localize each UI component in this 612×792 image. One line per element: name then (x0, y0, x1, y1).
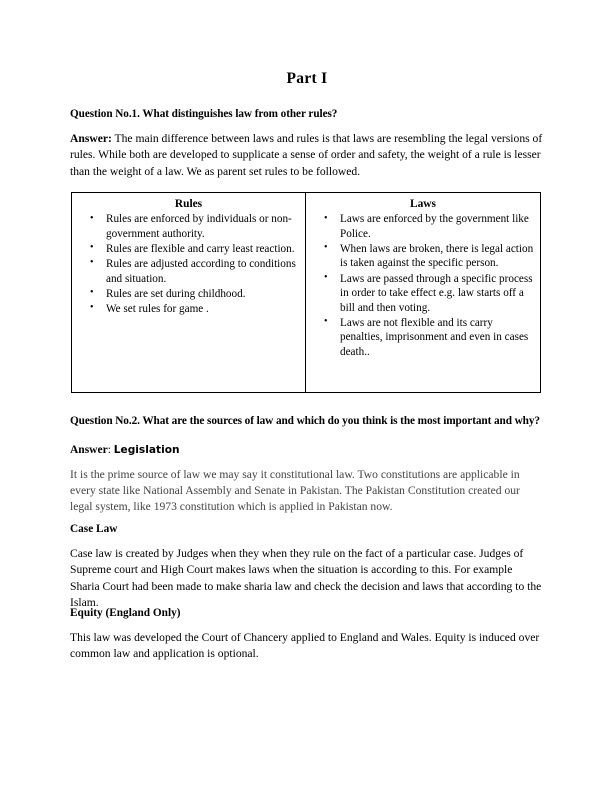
question-1-answer-paragraph (70, 131, 544, 180)
question-1-heading: Question No.1. What distinguishes law from other rules? (70, 107, 338, 120)
list-item: • Rules are enforced by individuals or non-government authority. (106, 212, 299, 241)
answer-separator: : (107, 443, 114, 456)
question-2-section (70, 414, 544, 516)
equity-section (70, 606, 544, 663)
list-item: • Rules are set during childhood. (106, 287, 299, 302)
case-law-heading: Case Law (70, 523, 118, 535)
rules-vs-laws-table (71, 192, 541, 393)
list-item: • Laws are passed through a specific process in order to take effect e.g. law starts off a bill and then voting. (340, 272, 534, 316)
list-item: • Rules are adjusted according to conditions and situation. (106, 257, 299, 286)
case-law-section (70, 522, 544, 611)
rules-bullet-list (78, 212, 299, 316)
list-item: • When laws are broken, there is legal action is taken against the specific person. (340, 242, 534, 271)
equity-paragraph: This law was developed the Court of Chancery applied to England and Wales. Equity is induced over common law and application is optional. (70, 630, 540, 661)
answer-label-2: Answer (70, 443, 108, 456)
answer-text-1: The main difference between laws and rules is that laws are resembling the legal versions of rules. While both are developed to supplicate a sense of order and safety, the weight of a rule is lesser than the weight of a law. We as parent set rules to be followed. (70, 131, 543, 178)
list-item: • Laws are enforced by the government like Police. (340, 212, 534, 241)
table-header-laws: Laws (410, 198, 436, 210)
equity-heading: Equity (England Only) (70, 607, 181, 619)
case-law-paragraph: Case law is created by Judges when they when they rule on the fact of a particular case. Judges of Supreme court and High Court makes laws when the situation is according to this. For example Sharia Court had been made to make sharia law and check the decision and laws that according to the Islam. (70, 546, 542, 610)
table-header-rules: Rules (174, 198, 203, 210)
list-item: • We set rules for game . (106, 302, 299, 317)
list-item: • Laws are not flexible and its carry penalties, imprisonment and even in cases death.. (340, 316, 534, 360)
question-2-answer-line (70, 443, 544, 458)
answer-value-legislation: Legislation (113, 443, 180, 456)
answer-label-1: Answer: (70, 131, 112, 145)
table-column-rules (72, 193, 306, 392)
question-2-heading: Question No.2. What are the sources of law and which do you think is the most important and why? (70, 415, 540, 427)
list-item: • Rules are flexible and carry least reaction. (106, 242, 299, 257)
legislation-paragraph: It is the prime source of law we may say it constitutional law. Two constitutions are applicable in every state like National Assembly and Senate in Pakistan. The Pakistan Constitution created our legal system, like 1973 constitution which is applied in Pakistan now. (70, 467, 520, 514)
page-title: Part I (286, 70, 328, 87)
laws-bullet-list (312, 212, 534, 359)
table-column-laws (306, 193, 540, 392)
